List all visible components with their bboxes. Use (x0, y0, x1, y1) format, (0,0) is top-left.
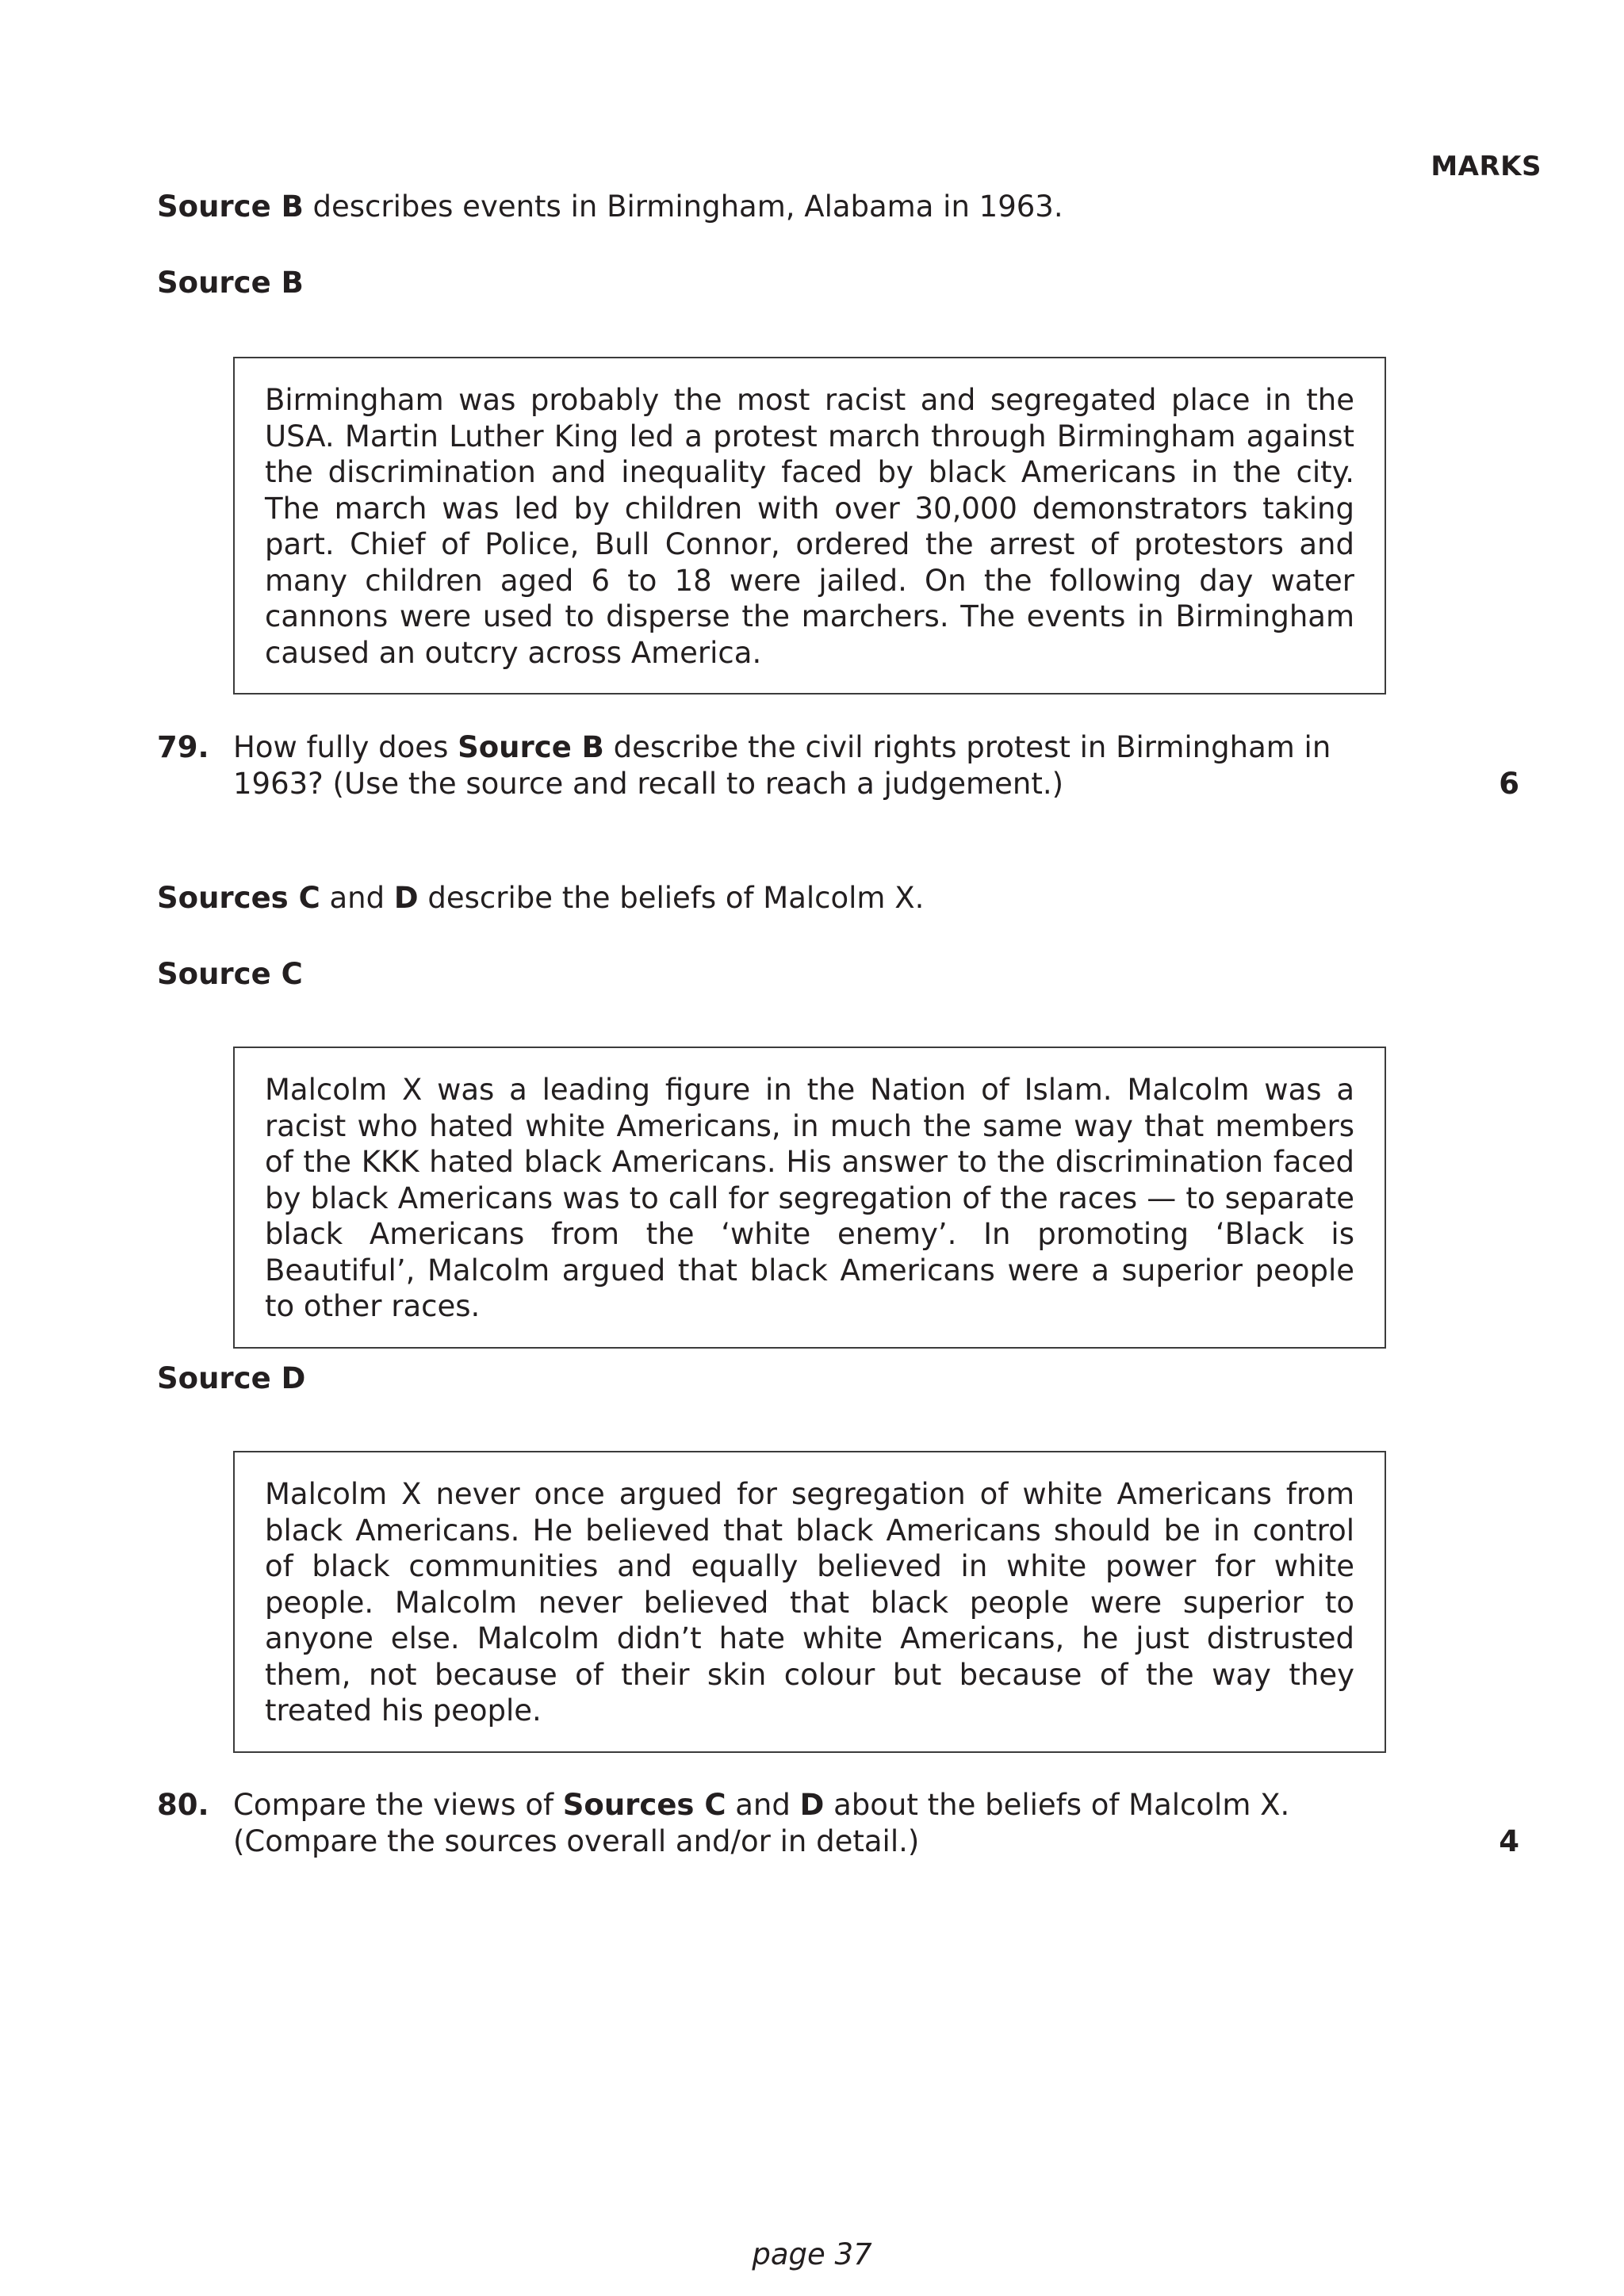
sources-cd-intro-mid: and (320, 881, 394, 915)
marks-column-header: MARKS (1431, 151, 1542, 182)
question-79-post: describe the civil rights protest in Birmingham in 1963? (Use the source and recall to reach a judgement.) (233, 730, 1331, 801)
page-number: page 37 (752, 2237, 872, 2271)
question-80-mid: and (726, 1788, 800, 1822)
source-b-box (233, 357, 1386, 695)
sources-cd-intro-rest: describe the beliefs of Malcolm X. (418, 881, 925, 915)
source-c-heading: Source C (157, 957, 303, 991)
source-c-text: Malcolm X was a leading figure in the Nation of Islam. Malcolm was a racist who hated white Americans, in much the same way that members of the KKK hated black Americans. His answer to the discrimination faced by black Americans was to call for segregation of the races — to separate black Americans from the ‘white enemy’. In promoting ‘Black is Beautiful’, Malcolm argued that black Americans were a superior people to other races. (265, 1073, 1354, 1323)
source-b-heading: Source B (157, 266, 304, 300)
sources-cd-intro-bold1: Sources C (157, 881, 320, 915)
source-d-box (233, 1451, 1386, 1753)
question-79-pre: How fully does (233, 730, 458, 764)
source-b-intro (157, 189, 1063, 225)
source-d-heading: Source D (157, 1361, 306, 1395)
question-80-marks: 4 (1499, 1824, 1519, 1858)
question-80-bold1: Sources C (562, 1788, 726, 1822)
question-79-text (233, 729, 1399, 802)
source-b-intro-rest: describes events in Birmingham, Alabama in 1963. (303, 189, 1063, 224)
source-c-box (233, 1047, 1386, 1349)
question-80-post: about the beliefs of Malcolm X. (Compare the sources overall and/or in detail.) (233, 1788, 1290, 1858)
question-80-bold2: D (799, 1788, 825, 1822)
question-80-pre: Compare the views of (233, 1788, 563, 1822)
sources-cd-intro (157, 880, 924, 916)
question-79-marks: 6 (1499, 767, 1519, 801)
question-79-bold: Source B (458, 730, 604, 764)
source-b-intro-bold: Source B (157, 189, 304, 224)
question-79-number: 79. (157, 730, 209, 764)
source-b-text: Birmingham was probably the most racist and segregated place in the USA. Martin Luther King led a protest march through Birmingham against the discrimination and inequality faced by black Americans in the city. The march was led by children with over 30,000 demonstrators taking part. Chief of Police, Bull Connor, ordered the arrest of protestors and many children aged 6 to 18 were jailed. On the following day water cannons were used to disperse the marchers. The events in Birmingham caused an outcry across America. (265, 383, 1354, 670)
question-80-number: 80. (157, 1788, 209, 1822)
question-80-text (233, 1787, 1399, 1860)
sources-cd-intro-bold2: D (393, 881, 419, 915)
source-d-text: Malcolm X never once argued for segregation of white Americans from black Americans. He believed that black Americans should be in control of black communities and equally believed in white power for white people. Malcolm never believed that black people were superior to anyone else. Malcolm didn’t hate white Americans, he just distrusted them, not because of their skin colour but because of the way they treated his people. (265, 1477, 1354, 1728)
